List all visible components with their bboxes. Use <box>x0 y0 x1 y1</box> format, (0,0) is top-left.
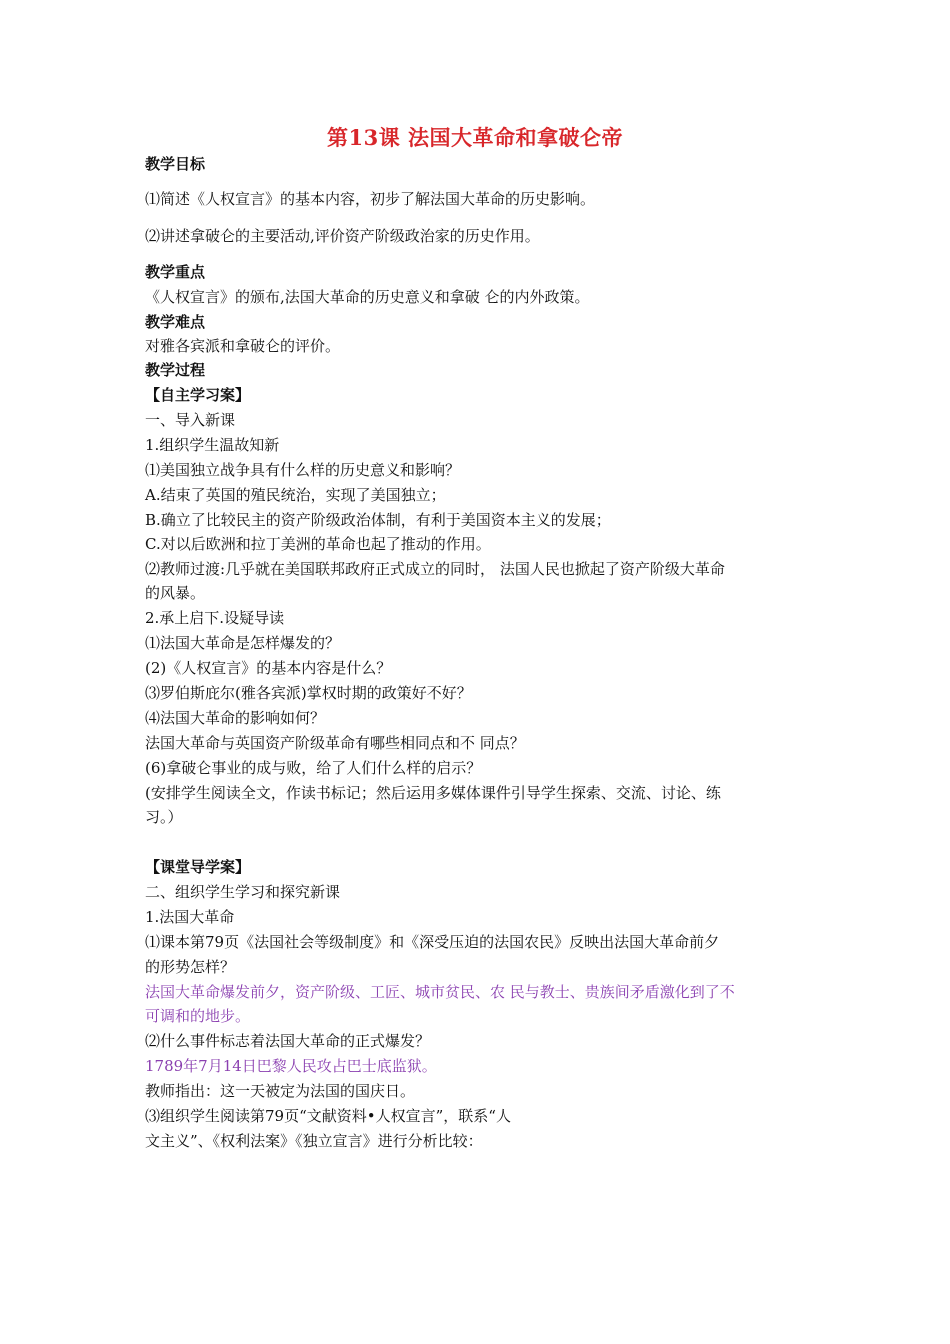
objective-item: ⑴简述《人权宣言》的基本内容，初步了解法国大革命的历史影响。 <box>145 190 596 208</box>
process-heading: 教学过程 <box>145 361 206 379</box>
self-study-line: ⑷法国大革命的影响如何？ <box>145 709 326 727</box>
key-points-heading: 教学重点 <box>145 263 206 281</box>
self-study-line: 2.承上启下.设疑导读 <box>145 609 285 627</box>
question-text: ⑵什么事件标志着法国大革命的正式爆发？ <box>145 1032 431 1050</box>
classroom-heading: 【课堂导学案】 <box>145 858 251 876</box>
self-study-line: A.结束了英国的殖民统治，实现了美国独立； <box>145 486 446 504</box>
objective-item: ⑵讲述拿破仑的主要活动,评价资产阶级政治家的历史作用。 <box>145 227 540 245</box>
self-study-heading: 【自主学习案】 <box>145 386 251 404</box>
answer-text: 1789年7月14日巴黎人民攻占巴士底监狱。 <box>145 1057 437 1075</box>
self-study-line: (安排学生阅读全文，作读书标记；然后运用多媒体课件引导学生探索、交流、讨论、练 <box>145 784 721 802</box>
self-study-line: 一、导入新课 <box>145 411 236 429</box>
teacher-note: 教师指出：这一天被定为法国的国庆日。 <box>145 1082 416 1100</box>
answer-text: 法国大革命爆发前夕，资产阶级、工匠、城市贫民、农 民与教士、贵族间矛盾激化到了不 <box>145 983 735 1001</box>
lesson-title: 第13课 法国大革命和拿破仑帝 <box>326 125 624 150</box>
self-study-line: ⑶罗伯斯庇尔(雅各宾派)掌权时期的政策好不好？ <box>145 684 472 702</box>
self-study-line: ⑴法国大革命是怎样爆发的？ <box>145 634 341 652</box>
key-points-text: 《人权宣言》的颁布,法国大革命的历史意义和拿破 仑的内外政策。 <box>145 288 590 306</box>
self-study-line: C.对以后欧洲和拉丁美洲的革命也起了推动的作用。 <box>145 535 491 553</box>
self-study-line: ⑵教师过渡:几乎就在美国联邦政府正式成立的同时， 法国人民也掀起了资产阶级大革命 <box>145 560 725 578</box>
self-study-line: B.确立了比较民主的资产阶级政治体制，有利于美国资本主义的发展； <box>145 511 611 529</box>
self-study-line: (6)拿破仑事业的成与败，给了人们什么样的启示？ <box>145 759 482 777</box>
classroom-line: ⑴课本第79页《法国社会等级制度》和《深受压迫的法国农民》反映出法国大革命前夕 <box>145 933 720 951</box>
self-study-line: 1.组织学生温故知新 <box>145 436 280 454</box>
self-study-line: 的风暴。 <box>145 584 206 602</box>
question-text: 文主义”、《权利法案》《独立宣言》进行分析比较： <box>145 1132 483 1150</box>
self-study-line: (2)《人权宣言》的基本内容是什么？ <box>145 659 392 677</box>
classroom-line: 二、组织学生学习和探究新课 <box>145 883 341 901</box>
classroom-line: 的形势怎样？ <box>145 958 236 976</box>
objectives-heading: 教学目标 <box>145 155 206 173</box>
self-study-line: 法国大革命与英国资产阶级革命有哪些相同点和不 同点？ <box>145 734 525 752</box>
answer-text: 可调和的地步。 <box>145 1007 251 1025</box>
classroom-line: 1.法国大革命 <box>145 908 235 926</box>
self-study-line: ⑴美国独立战争具有什么样的历史意义和影响？ <box>145 461 461 479</box>
self-study-line: 习。） <box>145 808 183 826</box>
question-text: ⑶组织学生阅读第79页“文献资料•人权宣言”，联系“人 <box>145 1107 511 1125</box>
difficulties-heading: 教学难点 <box>145 313 206 331</box>
difficulties-text: 对雅各宾派和拿破仑的评价。 <box>145 337 341 355</box>
